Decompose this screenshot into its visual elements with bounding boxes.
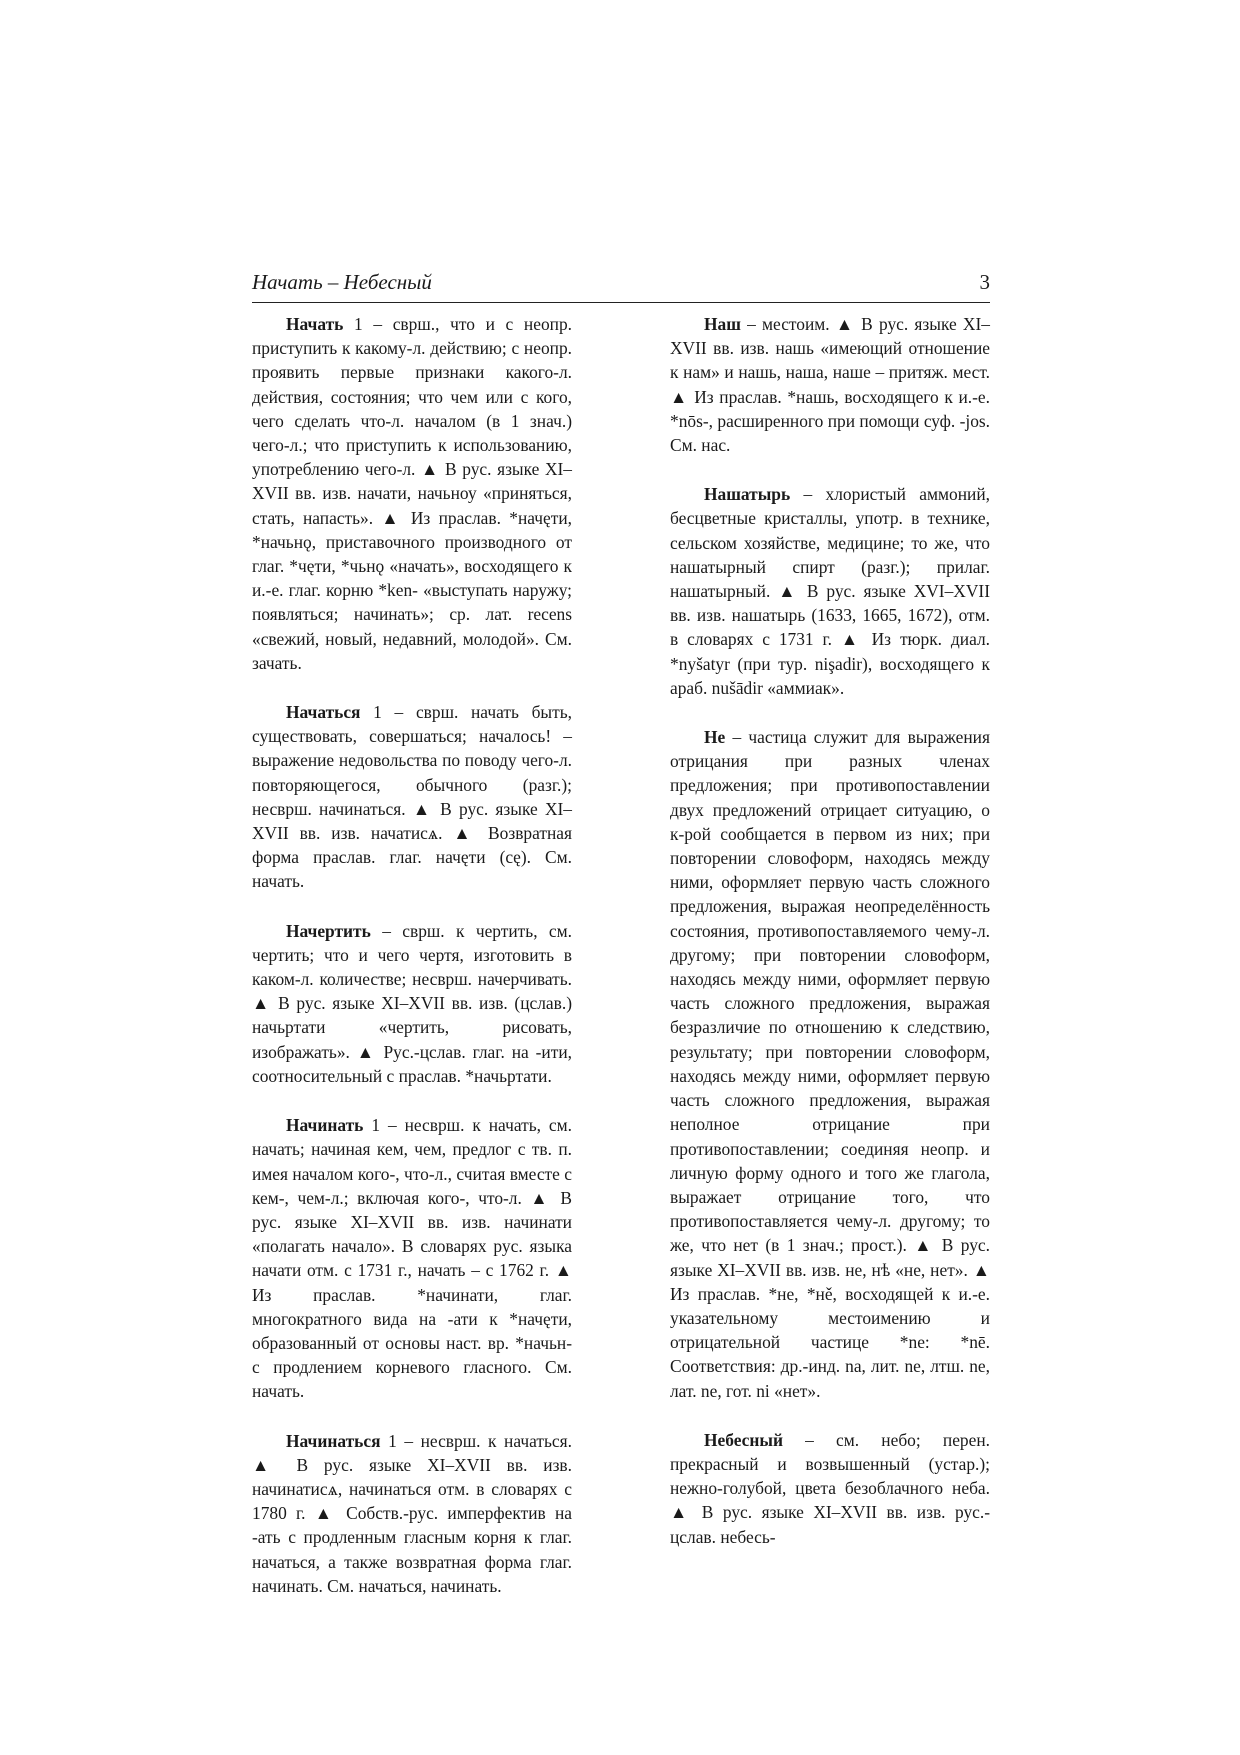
entry-headword: Начинаться bbox=[286, 1430, 381, 1451]
entry-headword: Не bbox=[704, 727, 726, 748]
dictionary-entry bbox=[670, 312, 990, 457]
entry-definition: 1 – несврш. к начать, см. начать; начиная кем, чем, предлог с тв. п. имея началом кого-, что-л., считая вместе с кем-, чем-л.; включая кого-, что-л. ▲ В рус. языке XI–XVII вв. изв. начинати «полагать начало». В словарях рус. языка начати отм. с 1731 г., начать – с 1762 г. ▲ Из праслав. *начинати, глаг. многократного вида на -ати к *начęти, образованный от основы наст. вр. *начьн- с продлением корневого гласного. См. начать. bbox=[252, 1115, 572, 1402]
dictionary-entry bbox=[670, 1428, 990, 1549]
entry-headword: Начать bbox=[286, 314, 344, 334]
entry-definition: 1 – сврш., что и с неопр. приступить к какому-л. действию; с неопр. проявить первые признаки какого-л. действия, состояния; что чем или с кого, чего сделать что-л. началом (в 1 знач.) чего-л.; что приступить к использованию, употреблению чего-л. ▲ В рус. языке XI–XVII вв. изв. начати, начьноу «приняться, стать, напасть». ▲ Из праслав. *начęти, *начьнǫ, приставочного производного от глаг. *чęти, *чьнǫ «начать», восходящего к и.-е. глаг. корню *ken- «выступать наружу; появляться; начинать»; ср. лат. recens «свежий, новый, недавний, молодой». См. зачать. bbox=[252, 314, 572, 673]
entry-headword: Начинать bbox=[286, 1115, 364, 1136]
dictionary-entry bbox=[252, 919, 572, 1088]
entry-headword: Нашатырь bbox=[704, 484, 791, 505]
entry-definition: – местоим. ▲ В рус. языке XI–XVII вв. изв. нашь «имеющий отношение к нам» и нашь, наша, наше – притяж. мест. ▲ Из праслав. *нашь, восходящего к и.-е. *nōs-, расширенного при помощи суф. -jos. См. нас. bbox=[670, 314, 990, 456]
dictionary-entry bbox=[252, 700, 572, 894]
running-title: Начать – Небесный bbox=[252, 270, 432, 294]
left-column bbox=[252, 312, 572, 1623]
entry-headword: Наш bbox=[704, 314, 741, 334]
right-column bbox=[670, 312, 990, 1574]
entry-definition: – сврш. к чертить, см. чертить; что и чего чертя, изготовить в каком-л. количестве; несврш. начерчивать. ▲ В рус. языке XI–XVII вв. изв. (цслав.) начьртати «чертить, рисовать, изображать». ▲ Рус.-цслав. глаг. на -ити, соотносительный с праслав. *начьртати. bbox=[252, 920, 572, 1086]
dictionary-entry bbox=[252, 1429, 572, 1598]
running-header bbox=[252, 270, 990, 303]
entry-headword: Небесный bbox=[704, 1429, 783, 1450]
entry-definition: – см. небо; перен. прекрасный и возвышенный (устар.); нежно-голубой, цвета безоблачного неба. ▲ В рус. языке XI–XVII вв. изв. рус.-цслав. небесь- bbox=[670, 1429, 990, 1547]
dictionary-entry bbox=[670, 725, 990, 1403]
entry-headword: Начаться bbox=[286, 702, 361, 723]
entry-definition: – хлористый аммоний, бесцветные кристаллы, употр. в технике, сельском хозяйстве, медицине; то же, что нашатырный спирт (разг.); прилаг. нашатырный. ▲ В рус. языке XVI–XVII вв. изв. нашатырь (1633, 1665, 1672), отм. в словарях с 1731 г. ▲ Из тюрк. диал. *nyšatyr (при тур. nişadir), восходящего к араб. nušādir «аммиак». bbox=[670, 484, 990, 698]
entry-definition: 1 – несврш. к начаться. ▲ В рус. языке XI–XVII вв. изв. начинатисѧ, начинаться отм. в словарях с 1780 г. ▲ Собств.-рус. имперфектив на -ать с продленным гласным корня к глаг. начаться, а также возвратная форма глаг. начинать. См. начаться, начинать. bbox=[252, 1430, 572, 1596]
dictionary-entry bbox=[252, 312, 572, 675]
dictionary-entry bbox=[252, 1113, 572, 1403]
entry-definition: – частица служит для выражения отрицания при разных членах предложения; при противопоставлении двух предложений отрицает ситуацию, о к-рой сообщается в первом из них; при повторении словоформ, находясь между ними, оформляет первую часть сложного предложения, выражая неопределённость состояния, противопоставляемого чему-л. другому; при повторении словоформ, находясь между ними, оформляет первую часть сложного предложения, выражая безразличие по отношению к следствию, результату; при повторении словоформ, находясь между ними, оформляет первую часть сложного предложения, выражая неполное отрицание при противопоставлении; соединяя неопр. и личную форму одного и того же глагола, выражает отрицание того, что противопоставляется чему-л. другому; то же, что нет (в 1 знач.; прост.). ▲ В рус. языке XI–XVII вв. изв. не, нѣ «не, нет». ▲ Из праслав. *не, *нě, восходящей к и.-е. указательному местоимению и отрицательной частице *ne: *nē. Соответствия: др.-инд. na, лит. ne, лтш. ne, лат. ne, гот. ni «нет». bbox=[670, 727, 990, 1401]
entry-headword: Начертить bbox=[286, 920, 371, 941]
dictionary-entry bbox=[670, 482, 990, 700]
entry-definition: 1 – сврш. начать быть, существовать, совершаться; началось! – выражение недовольства по поводу чего-л. повторяющегося, обычного (разг.); несврш. начинаться. ▲ В рус. языке XI–XVII вв. изв. начатисѧ. ▲ Возвратная форма праслав. глаг. начęти (сę). См. начать. bbox=[252, 702, 572, 892]
page-number: 3 bbox=[979, 270, 990, 294]
